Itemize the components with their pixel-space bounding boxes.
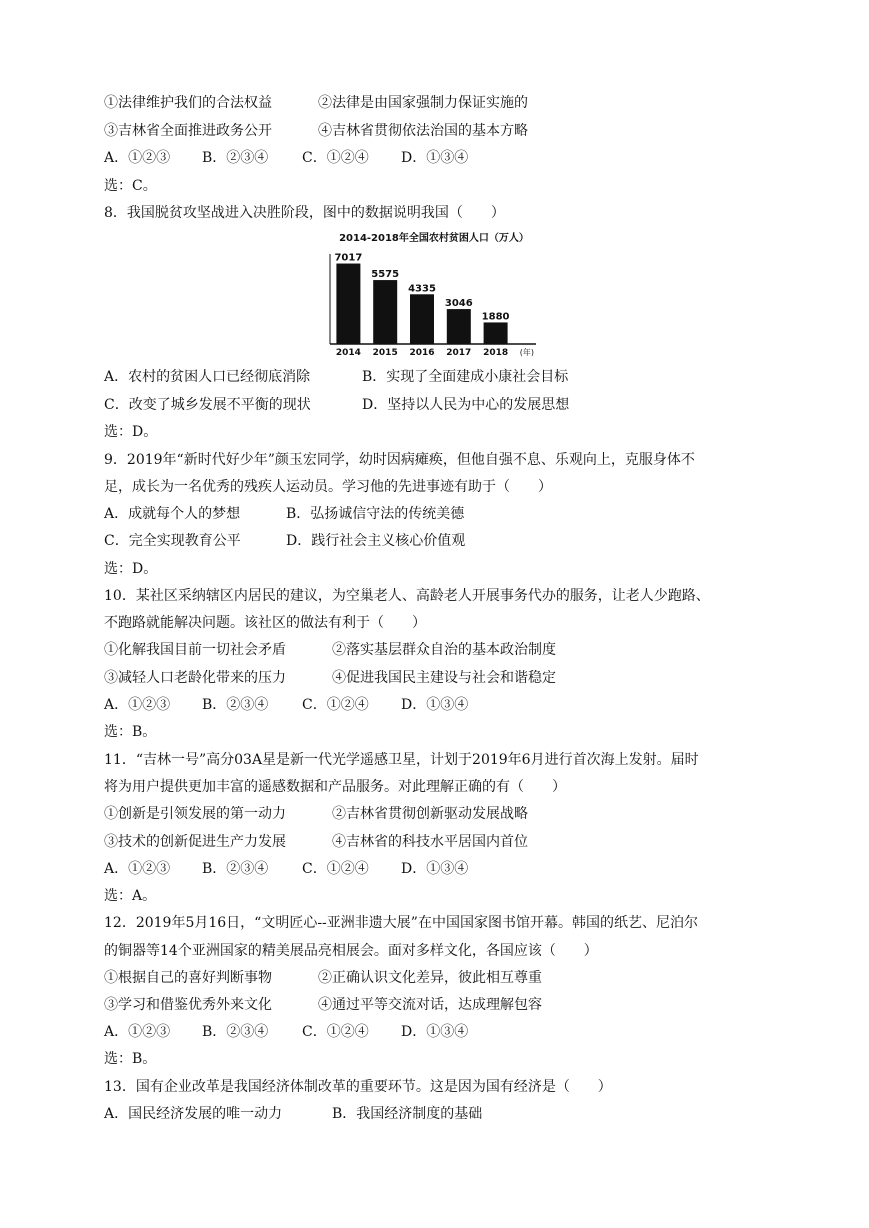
- x-tick-label-2016: 2016: [409, 348, 435, 358]
- q10-choice-b: B．②③④: [202, 697, 269, 713]
- bar-2017: [447, 309, 471, 344]
- q7-choice-a: A．①②③: [104, 150, 171, 166]
- q11-stem-line-1: 11．“吉林一号”高分03A星是新一代光学遥感卫星，计划于2019年6月进行首次海上发射。届时: [104, 752, 699, 768]
- q9-choice-d: D．践行社会主义核心价值观: [286, 533, 466, 549]
- q11-option-3: ③技术的创新促进生产力发展: [104, 834, 286, 850]
- x-tick-label-2015: 2015: [372, 348, 398, 358]
- q8-choice-a: A．农村的贫困人口已经彻底消除: [104, 369, 311, 385]
- q9-choice-a: A．成就每个人的梦想: [104, 506, 241, 522]
- bar-chart-svg: [324, 228, 546, 358]
- x-axis-unit: (年): [519, 348, 534, 357]
- q12-option-4: ④通过平等交流对话，达成理解包容: [318, 997, 542, 1013]
- q7-option-1: ①法律维护我们的合法权益: [104, 95, 272, 111]
- q10-stem-line-1: 10．某社区采纳辖区内居民的建议，为空巢老人、高龄老人开展事务代办的服务，让老人少跑路、: [104, 588, 710, 604]
- q11-answer: 选：A。: [104, 888, 157, 904]
- data-label-2016: 4335: [408, 283, 436, 295]
- q8-choice-b: B．实现了全面建成小康社会目标: [362, 369, 569, 385]
- q7-answer: 选：C。: [104, 178, 157, 194]
- q10-option-1: ①化解我国目前一切社会矛盾: [104, 642, 286, 658]
- q10-choice-a: A．①②③: [104, 697, 171, 713]
- q13-choice-a: A．国民经济发展的唯一动力: [104, 1106, 283, 1122]
- q7-option-3: ③吉林省全面推进政务公开: [104, 123, 272, 139]
- q11-option-4: ④吉林省的科技水平居国内首位: [332, 834, 528, 850]
- q9-choice-b: B．弘扬诚信守法的传统美德: [286, 506, 465, 522]
- q11-choice-d: D．①③④: [401, 861, 469, 877]
- q11-choice-b: B．②③④: [202, 861, 269, 877]
- x-tick-label-2014: 2014: [335, 348, 361, 358]
- q9-answer: 选：D。: [104, 561, 158, 577]
- q10-option-3: ③减轻人口老龄化带来的压力: [104, 670, 286, 686]
- q10-option-4: ④促进我国民主建设与社会和谐稳定: [332, 670, 556, 686]
- q7-option-4: ④吉林省贯彻依法治国的基本方略: [318, 123, 528, 139]
- q8-choice-c: C．改变了城乡发展不平衡的现状: [104, 397, 311, 413]
- q10-choice-d: D．①③④: [401, 697, 469, 713]
- data-label-2018: 1880: [481, 311, 510, 323]
- q7-choice-c: C．①②④: [302, 150, 369, 166]
- q12-option-2: ②正确认识文化差异，彼此相互尊重: [318, 970, 542, 986]
- q7-choice-b: B．②③④: [202, 150, 269, 166]
- q8-answer: 选：D。: [104, 424, 158, 440]
- q12-answer: 选：B。: [104, 1051, 157, 1067]
- q11-choice-a: A．①②③: [104, 861, 171, 877]
- q9-stem-line-2: 足，成长为一名优秀的残疾人运动员。学习他的先进事迹有助于（ ）: [104, 479, 552, 495]
- q11-stem-line-2: 将为用户提供更加丰富的遥感数据和产品服务。对此理解正确的有（ ）: [104, 779, 566, 795]
- bar-2016: [410, 294, 434, 344]
- q12-stem-line-1: 12．2019年5月16日，“文明匠心--亚洲非遗大展”在中国国家图书馆开幕。韩国的纸艺、尼泊尔: [104, 915, 698, 931]
- data-label-2015: 5575: [371, 269, 400, 281]
- q12-choice-b: B．②③④: [202, 1024, 269, 1040]
- q11-option-2: ②吉林省贯彻创新驱动发展战略: [332, 806, 528, 822]
- q12-option-3: ③学习和借鉴优秀外来文化: [104, 997, 272, 1013]
- q12-choice-c: C．①②④: [302, 1024, 369, 1040]
- x-tick-label-2017: 2017: [446, 348, 472, 358]
- q11-option-1: ①创新是引领发展的第一动力: [104, 806, 286, 822]
- bar-2014: [336, 264, 360, 344]
- q12-choice-d: D．①③④: [401, 1024, 469, 1040]
- q10-stem-line-2: 不跑路就能解决问题。该社区的做法有利于（ ）: [104, 615, 426, 631]
- data-label-2014: 7017: [334, 252, 363, 264]
- q9-stem-line-1: 9．2019年“新时代好少年”颜玉宏同学，幼时因病瘫痪，但他自强不息、乐观向上，克服身体不: [104, 452, 695, 468]
- bar-2018: [484, 322, 508, 344]
- q12-stem-line-2: 的铜器等14个亚洲国家的精美展品亮相展会。面对多样文化，各国应该（ ）: [104, 943, 598, 959]
- q8-stem: 8．我国脱贫攻坚战进入决胜阶段，图中的数据说明我国（ ）: [104, 205, 505, 221]
- x-tick-label-2018: 2018: [483, 348, 509, 358]
- q7-choice-d: D．①③④: [401, 150, 469, 166]
- data-label-2017: 3046: [444, 298, 473, 310]
- q12-choice-a: A．①②③: [104, 1024, 171, 1040]
- q12-option-1: ①根据自己的喜好判断事物: [104, 970, 272, 986]
- q10-choice-c: C．①②④: [302, 697, 369, 713]
- q10-answer: 选：B。: [104, 724, 157, 740]
- q13-choice-b: B．我国经济制度的基础: [332, 1106, 483, 1122]
- bar-2015: [373, 280, 397, 344]
- q8-choice-d: D．坚持以人民为中心的发展思想: [362, 397, 570, 413]
- q7-option-2: ②法律是由国家强制力保证实施的: [318, 95, 528, 111]
- poverty-bar-chart: [324, 228, 546, 358]
- q11-choice-c: C．①②④: [302, 861, 369, 877]
- chart-title: 2014-2018年全国农村贫困人口（万人）: [339, 233, 529, 244]
- q13-stem: 13．国有企业改革是我国经济体制改革的重要环节。这是因为国有经济是（ ）: [104, 1079, 612, 1095]
- q10-option-2: ②落实基层群众自治的基本政治制度: [332, 642, 556, 658]
- q9-choice-c: C．完全实现教育公平: [104, 533, 241, 549]
